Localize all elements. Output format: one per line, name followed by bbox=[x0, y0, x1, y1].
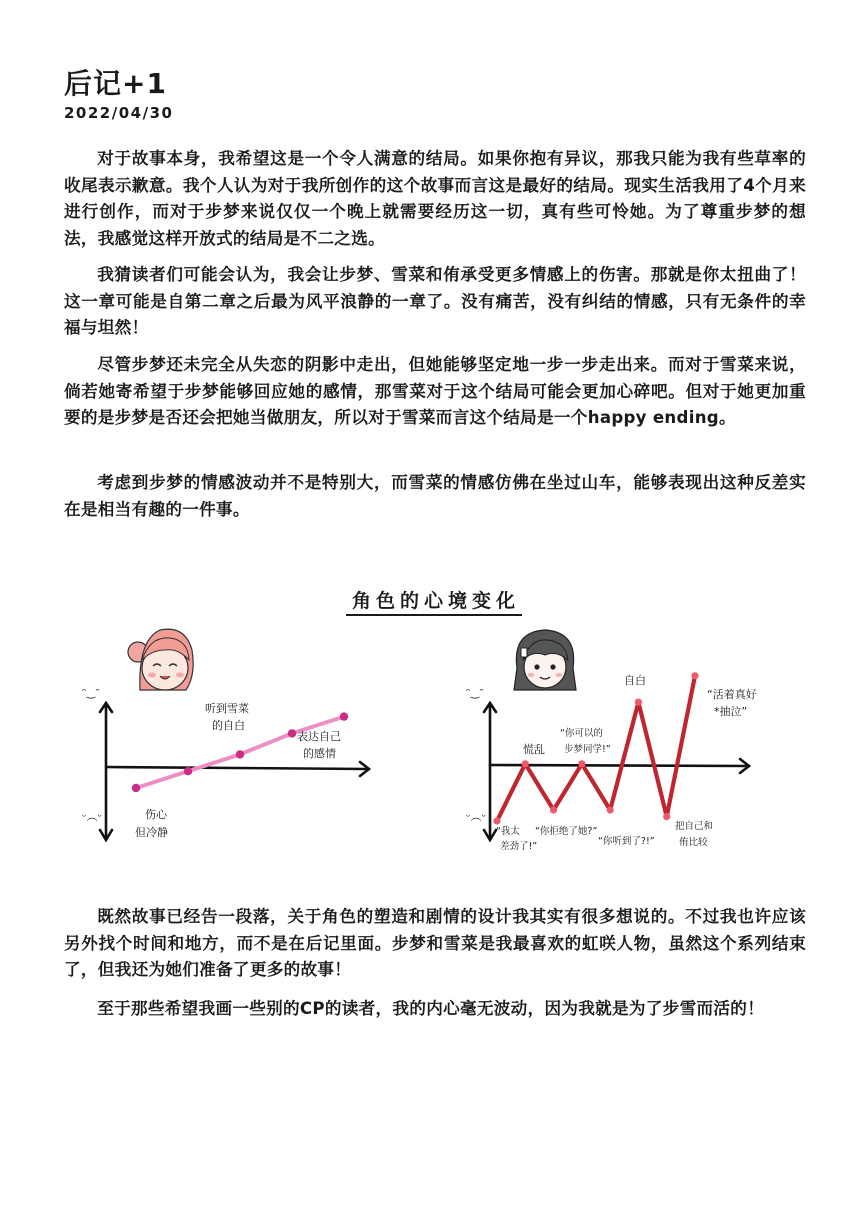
setsuna-label-0a: “我太 bbox=[496, 826, 520, 837]
paragraph-3: 尽管步梦还未完全从失恋的阴影中走出，但她能够坚定地一步一步走出来。而对于雪菜来说，倘若她寄希望于步梦能够回应她的感情，那雪菜对于这个结局可能会更加心碎吧。但对于她更加重要的是步梦是否还会把她当做朋友，所以对于雪菜而言这个结局是一个happy ending。 bbox=[64, 355, 806, 427]
paragraph-1: 对于故事本身，我希望这是一个令人满意的结局。如果你抱有异议，那我只能为我有些草率的收尾表示歉意。我个人认为对于我所创作的这个故事而言这是最好的结局。现实生活我用了4个月来进行创作，而对于步梦来说仅仅一个晚上就需要经历这一切，真有些可怜她。为了尊重步梦的想法，我感觉这样开放式的结局是不二之选。 bbox=[64, 149, 806, 248]
setsuna-point-6 bbox=[663, 813, 670, 820]
setsuna-label-3b: 步梦同学!” bbox=[564, 744, 611, 755]
paragraph-2: 我猜读者们可能会认为，我会让步梦、雪菜和侑承受更多情感上的伤害。那就是你太扭曲了！这一章可能是自第二章之后最为风平浪静的一章了。没有痛苦，没有纠结的情感，只有无条件的幸福与坦然！ bbox=[64, 265, 806, 337]
right-happy-icon: ᵔ‿ᵔ bbox=[466, 686, 484, 699]
figure-title: 角色的心境变化 bbox=[0, 586, 868, 613]
ayumu-point-0 bbox=[132, 784, 140, 792]
setsuna-point-1 bbox=[522, 760, 529, 767]
ayumu-point-2 bbox=[236, 750, 244, 758]
right-sad-icon: ᵕ︵ᵕ bbox=[466, 810, 487, 823]
setsuna-point-7 bbox=[691, 672, 698, 679]
setsuna-label-6b: 侑比较 bbox=[679, 837, 708, 848]
setsuna-point-2 bbox=[550, 806, 557, 813]
ayumu-label-hear-1: 听到雪菜 bbox=[205, 702, 249, 715]
left-happy-icon: ᵔ‿ᵔ bbox=[82, 686, 100, 699]
ayumu-label-hear-2: 的自白 bbox=[212, 719, 245, 732]
setsuna-label-0b: 差劲了!” bbox=[500, 841, 538, 852]
setsuna-point-4 bbox=[607, 806, 614, 813]
setsuna-label-7a: “活着真好 bbox=[707, 688, 757, 701]
ayumu-label-express-1: 表达自己 bbox=[297, 730, 341, 743]
setsuna-label-3a: “你可以的 bbox=[560, 728, 603, 739]
ayumu-label-calm: 但冷静 bbox=[135, 826, 168, 839]
ayumu-label-sad: 伤心 bbox=[145, 808, 167, 821]
setsuna-label-5: 自白 bbox=[624, 674, 646, 687]
setsuna-label-4: “你听到了?!” bbox=[598, 836, 655, 847]
ayumu-point-4 bbox=[340, 712, 348, 720]
page-date: 2022/04/30 bbox=[64, 104, 174, 122]
ayumu-avatar bbox=[128, 629, 193, 690]
setsuna-point-3 bbox=[578, 760, 585, 767]
paragraph-5: 既然故事已经告一段落，关于角色的塑造和剧情的设计我其实有很多想说的。不过我也许应该另外找个时间和地方，而不是在后记里面。步梦和雪菜是我最喜欢的虹咲人物，虽然这个系列结束了，但我还为她们准备了更多的故事！ bbox=[64, 907, 806, 979]
setsuna-point-0 bbox=[493, 817, 500, 824]
ayumu-point-3 bbox=[288, 729, 296, 737]
setsuna-label-2: “你拒绝了她?” bbox=[535, 826, 598, 837]
left-sad-icon: ᵕ︵ᵕ bbox=[82, 810, 103, 823]
paragraph-6: 至于那些希望我画一些别的CP的读者，我的内心毫无波动，因为我就是为了步雪而活的！ bbox=[97, 999, 765, 1018]
setsuna-label-7b: *抽泣” bbox=[714, 705, 748, 718]
ayumu-point-1 bbox=[184, 767, 192, 775]
paragraph-4: 考虑到步梦的情感波动并不是特别大，而雪菜的情感仿佛在坐过山车，能够表现出这种反差实在是相当有趣的一件事。 bbox=[64, 473, 806, 519]
setsuna-label-1: 慌乱 bbox=[523, 743, 545, 756]
setsuna-label-6a: 把自己和 bbox=[675, 821, 714, 832]
setsuna-avatar bbox=[514, 630, 576, 690]
setsuna-point-5 bbox=[635, 699, 642, 706]
page-title: 后记+1 bbox=[64, 67, 167, 100]
ayumu-label-express-2: 的感情 bbox=[303, 747, 336, 760]
